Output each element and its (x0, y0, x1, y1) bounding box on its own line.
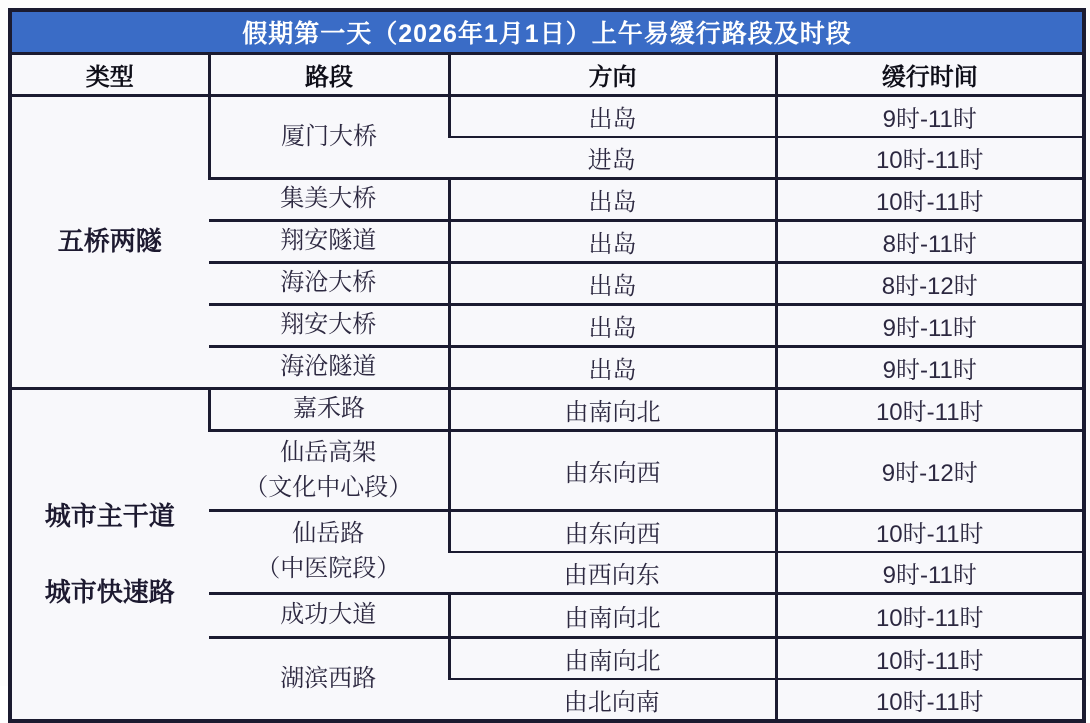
column-header-direction: 方向 (449, 54, 776, 96)
table-header-row (10, 54, 1084, 96)
direction-cell: 由西向东 (449, 552, 776, 594)
type-group-cell: 城市主干道 城市快速路 (10, 389, 209, 722)
traffic-slowdown-table (8, 8, 1086, 723)
time-cell: 10时-11时 (776, 679, 1084, 721)
direction-cell: 由东向西 (449, 431, 776, 511)
road-cell: 海沧隧道 (209, 347, 449, 389)
direction-cell: 由东向西 (449, 511, 776, 553)
direction-cell: 出岛 (449, 347, 776, 389)
road-cell: 湖滨西路 (209, 638, 449, 722)
time-cell: 10时-11时 (776, 137, 1084, 179)
table-row (10, 10, 1084, 54)
time-cell: 9时-11时 (776, 347, 1084, 389)
time-cell: 10时-11时 (776, 389, 1084, 431)
direction-cell: 出岛 (449, 179, 776, 221)
time-cell: 9时-11时 (776, 305, 1084, 347)
type-group-cell: 五桥两隧 (10, 96, 209, 389)
direction-cell: 由南向北 (449, 389, 776, 431)
road-cell: 成功大道 (209, 594, 449, 638)
direction-cell: 由南向北 (449, 638, 776, 680)
time-cell: 10时-11时 (776, 179, 1084, 221)
road-cell: 集美大桥 (209, 179, 449, 221)
direction-cell: 出岛 (449, 96, 776, 138)
time-cell: 10时-11时 (776, 511, 1084, 553)
direction-cell: 出岛 (449, 221, 776, 263)
road-cell: 仙岳高架 （文化中心段） (209, 431, 449, 511)
column-header-road: 路段 (209, 54, 449, 96)
road-cell: 翔安隧道 (209, 221, 449, 263)
time-cell: 9时-11时 (776, 96, 1084, 138)
table-row (10, 96, 1084, 138)
time-cell: 10时-11时 (776, 594, 1084, 638)
road-cell: 厦门大桥 (209, 96, 449, 179)
road-cell: 海沧大桥 (209, 263, 449, 305)
direction-cell: 出岛 (449, 263, 776, 305)
time-cell: 10时-11时 (776, 638, 1084, 680)
direction-cell: 进岛 (449, 137, 776, 179)
table-title: 假期第一天（2026年1月1日）上午易缓行路段及时段 (10, 10, 1084, 54)
time-cell: 9时-11时 (776, 552, 1084, 594)
column-header-time: 缓行时间 (776, 54, 1084, 96)
direction-cell: 由南向北 (449, 594, 776, 638)
table-row (10, 389, 1084, 431)
direction-cell: 出岛 (449, 305, 776, 347)
road-cell: 翔安大桥 (209, 305, 449, 347)
time-cell: 8时-12时 (776, 263, 1084, 305)
direction-cell: 由北向南 (449, 679, 776, 721)
column-header-type: 类型 (10, 54, 209, 96)
road-cell: 嘉禾路 (209, 389, 449, 431)
time-cell: 9时-12时 (776, 431, 1084, 511)
road-cell: 仙岳路 （中医院段） (209, 511, 449, 594)
time-cell: 8时-11时 (776, 221, 1084, 263)
